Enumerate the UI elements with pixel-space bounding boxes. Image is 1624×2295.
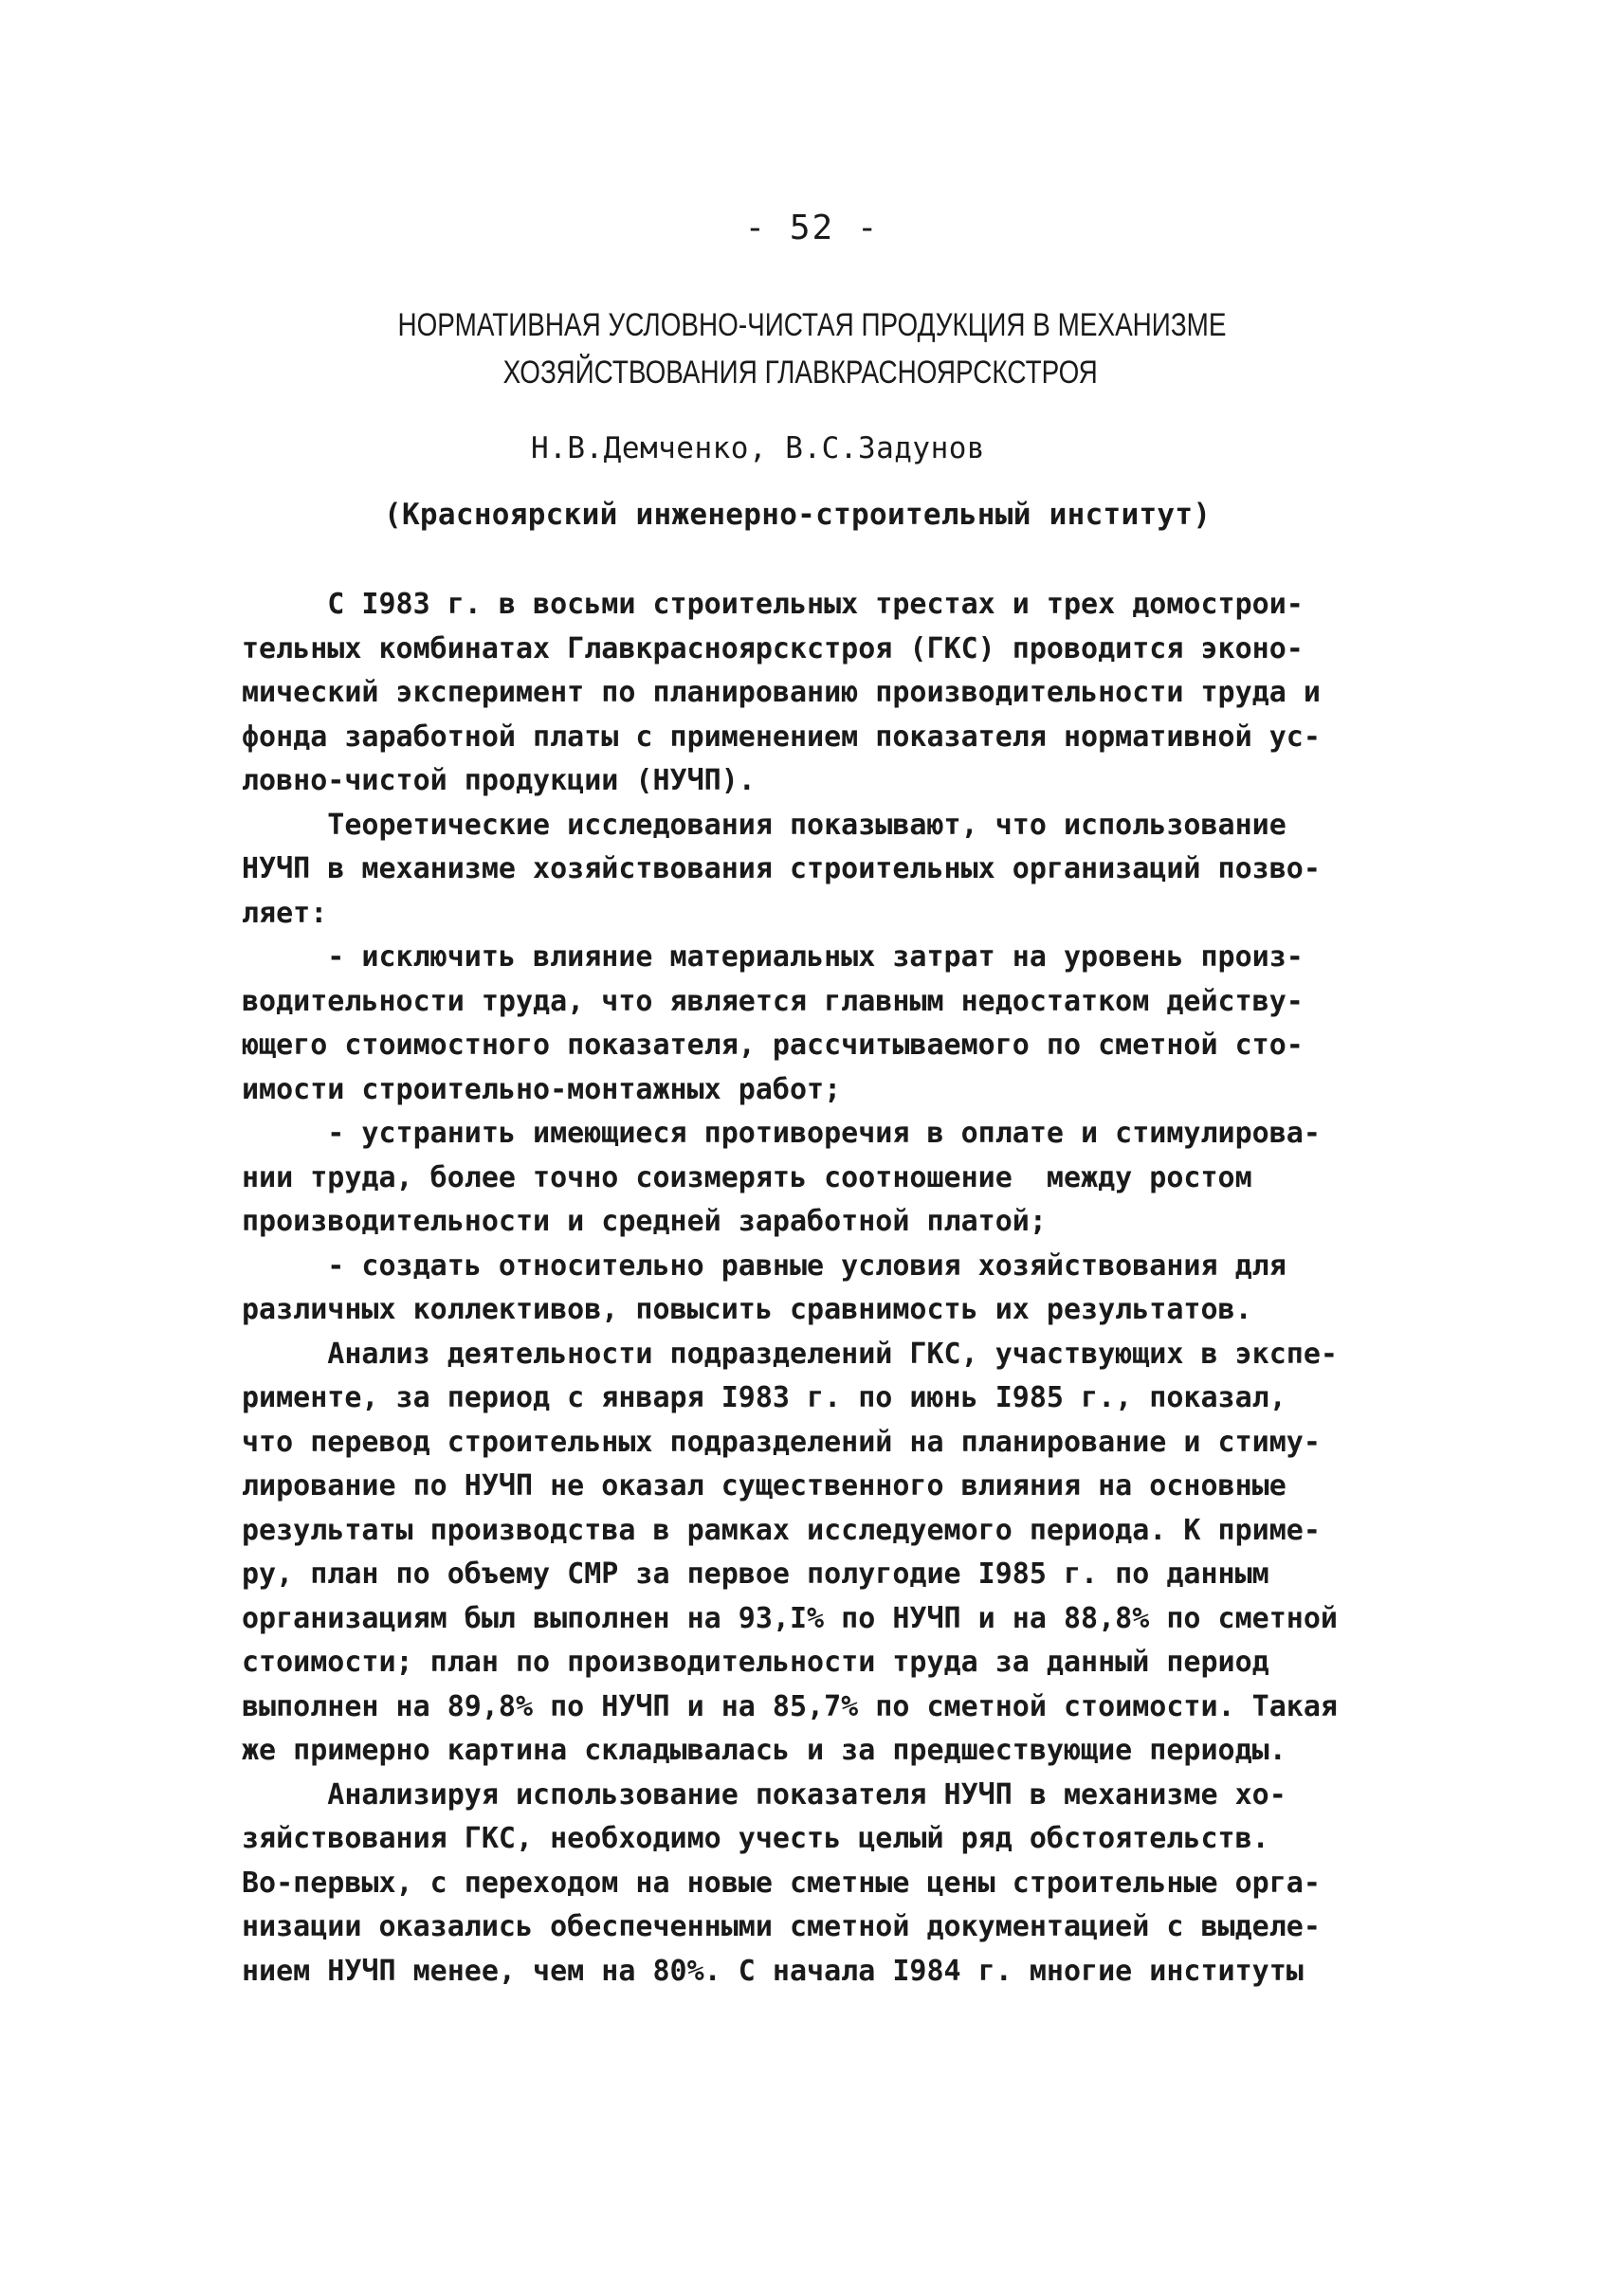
body-line: мический эксперимент по планированию производительности труда и bbox=[242, 676, 1321, 709]
body-line: Теоретические исследования показывают, что использование bbox=[242, 808, 1286, 842]
body-line: С I983 г. в восьми строительных трестах и трех домострои- bbox=[242, 588, 1304, 621]
body-line: же примерно картина складывалась и за предшествующие периоды. bbox=[242, 1734, 1286, 1767]
body-line: водительности труда, что является главным недостатком действу- bbox=[242, 984, 1304, 1018]
body-line: Анализ деятельности подразделений ГКС, участвующих в экспе- bbox=[242, 1337, 1338, 1371]
body-line: фонда заработной платы с применением показателя нормативной ус- bbox=[242, 719, 1321, 754]
body-line: зяйствования ГКС, необходимо учесть целый ряд обстоятельств. bbox=[242, 1822, 1269, 1855]
body-line: низации оказались обеспеченными сметной документацией с выделе- bbox=[242, 1910, 1321, 1943]
affiliation: (Красноярский инженерно-строительный институт) bbox=[384, 498, 1212, 532]
body-line: нии труда, более точно соизмерять соотношение между ростом bbox=[242, 1160, 1252, 1194]
body-line: имости строительно-монтажных работ; bbox=[242, 1072, 842, 1106]
body-line: организациям был выполнен на 93,I% по НУЧП и на 88,8% по сметной bbox=[242, 1601, 1338, 1635]
body-line: ру, план по объему СМР за первое полугодие I985 г. по данным bbox=[242, 1557, 1269, 1591]
authors: Н.В.Демченко, В.С.Задунов bbox=[531, 431, 986, 465]
page-number: - 52 - bbox=[744, 209, 880, 247]
body-line: - устранить имеющиеся противоречия в оплате и стимулирова- bbox=[242, 1117, 1321, 1150]
body-text bbox=[242, 583, 1398, 1994]
body-line: ловно-чистой продукции (НУЧП). bbox=[242, 764, 756, 797]
body-line: рименте, за период с января I983 г. по июнь I985 г., показал, bbox=[242, 1381, 1286, 1414]
body-line: лирование по НУЧП не оказал существенного влияния на основные bbox=[242, 1469, 1286, 1503]
title-line-1: НОРМАТИВНАЯ УСЛОВНО-ЧИСТАЯ ПРОДУКЦИЯ В МЕХАНИЗМЕ bbox=[397, 307, 1227, 343]
body-line: НУЧП в механизме хозяйствования строительных организаций позво- bbox=[242, 852, 1321, 885]
body-line: Анализируя использование показателя НУЧП в механизме хо- bbox=[242, 1777, 1286, 1812]
body-line: - исключить влияние материальных затрат на уровень произ- bbox=[242, 940, 1304, 974]
body-line: результаты производства в рамках исследуемого периода. К приме- bbox=[242, 1513, 1321, 1547]
body-line: выполнен на 89,8% по НУЧП и на 85,7% по сметной стоимости. Такая bbox=[242, 1689, 1338, 1723]
body-line: нием НУЧП менее, чем на 80%. С начала I984 г. многие институты bbox=[242, 1954, 1304, 1988]
body-line: ляет: bbox=[242, 896, 328, 930]
title-line-2: ХОЗЯЙСТВОВАНИЯ ГЛАВКРАСНОЯРСКСТРОЯ bbox=[502, 355, 1098, 391]
body-line: что перевод строительных подразделений на планирование и стиму- bbox=[242, 1425, 1321, 1459]
body-line: различных коллективов, повысить сравнимость их результатов. bbox=[242, 1293, 1252, 1326]
body-line: Во-первых, с переходом на новые сметные цены строительные орга- bbox=[242, 1866, 1321, 1900]
body-line: производительности и средней заработной платой; bbox=[242, 1205, 1047, 1238]
article-title bbox=[146, 301, 1478, 396]
body-line: стоимости; план по производительности труда за данный период bbox=[242, 1646, 1269, 1679]
body-line: ющего стоимостного показателя, рассчитываемого по сметной сто- bbox=[242, 1029, 1304, 1062]
body-line: тельных комбинатах Главкрасноярскстроя (ГКС) проводится эконо- bbox=[242, 631, 1304, 665]
body-line: - создать относительно равные условия хозяйствования для bbox=[242, 1248, 1286, 1283]
